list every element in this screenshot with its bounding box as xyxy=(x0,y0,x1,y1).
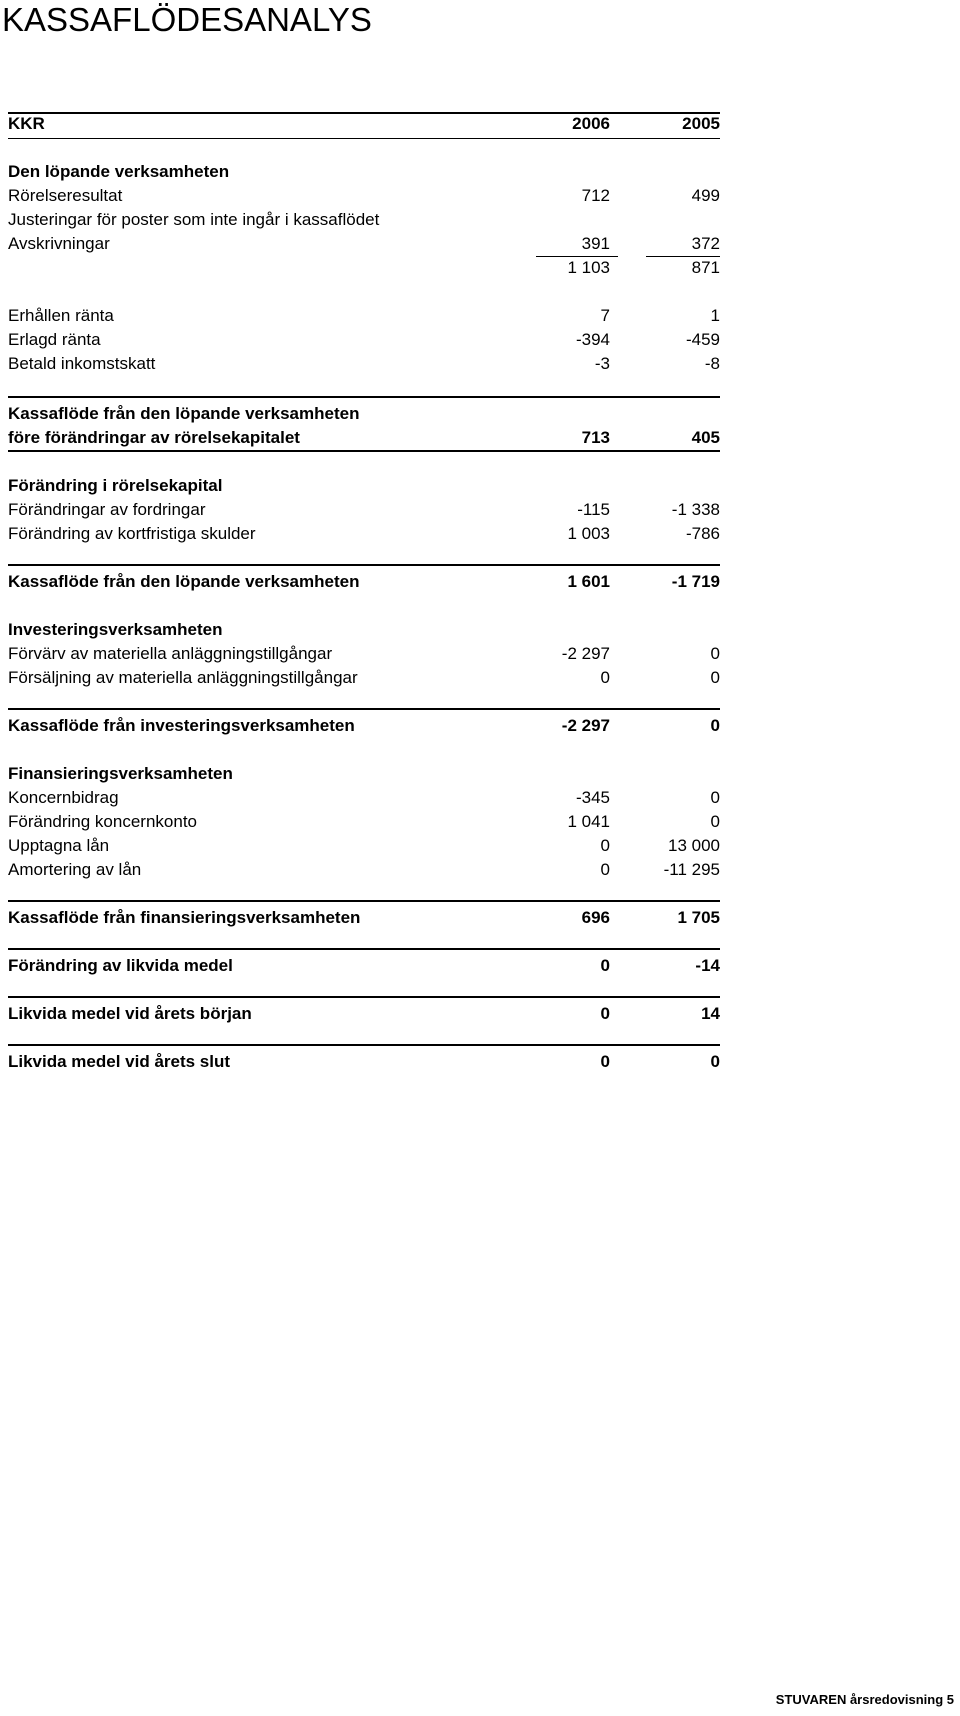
table-row xyxy=(8,618,720,642)
row-value-2005: 499 xyxy=(691,186,720,205)
row-label: Förändringar av fordringar xyxy=(8,500,206,519)
table-row xyxy=(8,666,720,690)
row-value-2005: 372 xyxy=(691,234,720,253)
row-value-2006: 712 xyxy=(581,186,610,205)
table-row xyxy=(8,426,720,450)
row-label: Förändring i rörelsekapital xyxy=(8,476,223,495)
row-value-2006: 0 xyxy=(600,1004,610,1023)
row-value-2006: 391 xyxy=(581,234,610,253)
row-value-2006: 0 xyxy=(600,668,610,687)
row-value-2005: -11 295 xyxy=(663,860,720,879)
row-label: Kassaflöde från den löpande verksamheten xyxy=(8,404,360,423)
row-value-2006: -2 297 xyxy=(561,644,610,663)
row-value-2006: 7 xyxy=(600,306,610,325)
table-row xyxy=(8,498,720,522)
row-value-2005: 0 xyxy=(710,788,720,807)
section-rule xyxy=(8,708,720,710)
table-header-row xyxy=(8,112,720,136)
row-value-2006: 696 xyxy=(581,908,610,927)
row-value-2006: 1 601 xyxy=(567,572,610,591)
row-value-2005: 0 xyxy=(710,1052,720,1071)
row-label: Justeringar för poster som inte ingår i kassaflödet xyxy=(8,210,380,229)
row-label: Likvida medel vid årets slut xyxy=(8,1052,231,1071)
row-value-2006: -394 xyxy=(575,330,610,349)
table-row xyxy=(8,232,720,256)
row-value-2005: 0 xyxy=(710,644,720,663)
row-value-2005: 14 xyxy=(701,1004,720,1023)
row-label: Förändring koncernkonto xyxy=(8,812,198,831)
row-label: Erlagd ränta xyxy=(8,330,101,349)
row-value-2005: -1 338 xyxy=(671,500,720,519)
row-label: Förvärv av materiella anläggningstillgångar xyxy=(8,644,333,663)
table-row xyxy=(8,714,720,738)
header-col-2006: 2006 xyxy=(572,114,610,133)
row-label: Koncernbidrag xyxy=(8,788,119,807)
table-row xyxy=(8,184,720,208)
page-title: KASSAFLÖDESANALYS xyxy=(2,1,372,38)
row-label: Kassaflöde från finansieringsverksamheten xyxy=(8,908,361,927)
row-label: Förändring av likvida medel xyxy=(8,956,233,975)
row-value-2006: -115 xyxy=(577,500,610,519)
row-label: Finansieringsverksamheten xyxy=(8,764,233,783)
section-rule xyxy=(8,1044,720,1046)
row-value-2006: 0 xyxy=(600,1052,610,1071)
row-label: Kassaflöde från investeringsverksamheten xyxy=(8,716,355,735)
section-rule xyxy=(8,996,720,998)
row-value-2005: -459 xyxy=(685,330,720,349)
table-row xyxy=(8,256,720,280)
table-row xyxy=(8,208,720,232)
row-label: Den löpande verksamheten xyxy=(8,162,230,181)
row-value-2006: -3 xyxy=(594,354,610,373)
row-value-2005: 0 xyxy=(710,716,720,735)
table-row xyxy=(8,834,720,858)
table-row xyxy=(8,786,720,810)
row-value-2005: -1 719 xyxy=(671,572,720,591)
row-value-2006: 1 041 xyxy=(567,812,610,831)
table-row xyxy=(8,642,720,666)
row-label: Likvida medel vid årets början xyxy=(8,1004,252,1023)
table-row xyxy=(8,810,720,834)
row-label: Försäljning av materiella anläggningstillgångar xyxy=(8,668,358,687)
row-label: Investeringsverksamheten xyxy=(8,620,223,639)
table-row xyxy=(8,522,720,546)
row-value-2005: 0 xyxy=(710,812,720,831)
row-label: före förändringar av rörelsekapitalet xyxy=(8,428,300,447)
row-label: Amortering av lån xyxy=(8,860,142,879)
section-rule xyxy=(8,564,720,566)
row-value-2005: 1 705 xyxy=(677,908,720,927)
row-value-2005: -14 xyxy=(695,956,720,975)
header-label: KKR xyxy=(8,114,45,133)
section-rule xyxy=(8,450,720,452)
row-value-2005: 405 xyxy=(691,428,720,447)
table-row xyxy=(8,954,720,978)
subtotal-underline xyxy=(536,256,618,257)
row-value-2006: -2 297 xyxy=(561,716,610,735)
row-value-2006: 0 xyxy=(600,860,610,879)
row-value-2005: -8 xyxy=(704,354,720,373)
section-rule xyxy=(8,948,720,950)
row-value-2006: -345 xyxy=(575,788,610,807)
table-row xyxy=(8,160,720,184)
row-value-2005: 0 xyxy=(710,668,720,687)
table-row xyxy=(8,1002,720,1026)
row-value-2005: 871 xyxy=(691,258,720,277)
table-row xyxy=(8,402,720,426)
table-row xyxy=(8,328,720,352)
section-rule xyxy=(8,396,720,398)
row-label: Förändring av kortfristiga skulder xyxy=(8,524,256,543)
table-row xyxy=(8,858,720,882)
row-value-2005: -786 xyxy=(685,524,720,543)
row-label: Betald inkomstskatt xyxy=(8,354,156,373)
row-value-2006: 713 xyxy=(581,428,610,447)
page-footer: STUVAREN årsredovisning 5 xyxy=(775,1692,954,1707)
table-row xyxy=(8,352,720,376)
row-value-2006: 0 xyxy=(600,836,610,855)
table-row xyxy=(8,1050,720,1074)
row-value-2006: 0 xyxy=(600,956,610,975)
table-row xyxy=(8,906,720,930)
table-row xyxy=(8,304,720,328)
row-label: Avskrivningar xyxy=(8,234,110,253)
section-rule xyxy=(8,900,720,902)
table-row xyxy=(8,474,720,498)
row-label: Erhållen ränta xyxy=(8,306,114,325)
header-col-2005: 2005 xyxy=(682,114,720,133)
row-label: Upptagna lån xyxy=(8,836,110,855)
header-rule xyxy=(8,138,720,139)
table-row xyxy=(8,762,720,786)
row-value-2006: 1 103 xyxy=(567,258,610,277)
row-label: Kassaflöde från den löpande verksamheten xyxy=(8,572,360,591)
row-label: Rörelseresultat xyxy=(8,186,123,205)
row-value-2005: 1 xyxy=(710,306,720,325)
row-value-2006: 1 003 xyxy=(567,524,610,543)
subtotal-underline xyxy=(646,256,720,257)
row-value-2005: 13 000 xyxy=(668,836,720,855)
table-row xyxy=(8,570,720,594)
